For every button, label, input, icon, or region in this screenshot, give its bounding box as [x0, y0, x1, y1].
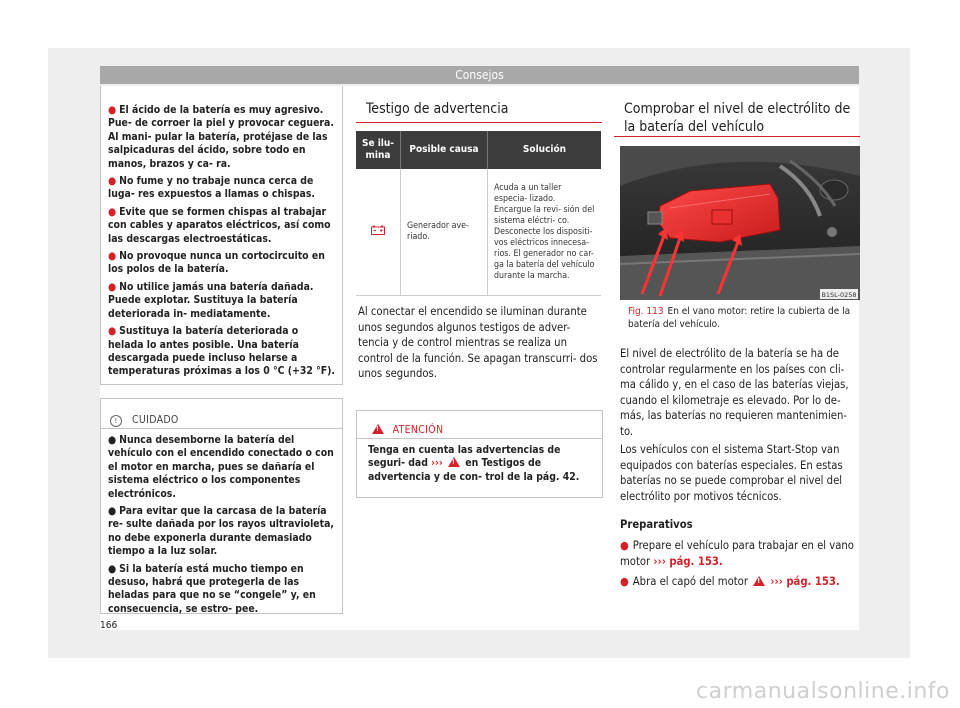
- figure-caption: Fig. 113 En el vano motor: retire la cubierta de la batería del vehículo.: [628, 306, 851, 330]
- list-item: ● No utilice jamás una batería dañada. Puede explotar. Sustituya la batería deteriorada in- mediatamente.: [108, 280, 314, 320]
- list-item: ● Sustituya la batería deteriorada o helada lo antes posible. Una batería descargada puede incluso helarse a temperaturas próximas a los 0 °C (+32 °F).: [108, 325, 335, 378]
- table-row: [356, 169, 601, 296]
- table-cell: [356, 169, 401, 296]
- list-item: ● No provoque nunca un cortocircuito en los polos de la batería.: [108, 250, 325, 276]
- figure-code: B1SL-0258: [821, 291, 857, 299]
- battery-icon: [371, 225, 385, 235]
- bullet-icon: ●: [108, 104, 117, 116]
- step-item: ● Abra el capó del motor ! ››› pág. 153.: [620, 574, 860, 590]
- list-item: ● No fume y no trabaje nunca cerca de luga- res expuestos a llamas o chispas.: [108, 175, 315, 201]
- title-underline: [614, 136, 860, 137]
- info-icon: !: [110, 415, 122, 427]
- engine-bay-illustration: [620, 146, 860, 300]
- section-title: Comprobar el nivel de electrólito de la batería del vehículo: [624, 101, 851, 135]
- warning-light-table: [356, 131, 601, 296]
- warning-triangle-icon: [753, 576, 765, 586]
- bullet-icon: ●: [108, 205, 117, 218]
- page-reference-link[interactable]: ››› pág. 153.: [770, 575, 840, 588]
- list-item: ● Evite que se formen chispas al trabajar con cables y aparatos eléctricos, así como las descargas electroestáticas.: [108, 205, 331, 245]
- paragraph: Al conectar el encendido se iluminan durante unos segundos algunos testigos de adver- tencia y de control mientras se realiza un control de la función. Se apagan transcurri- dos unos segundos.: [358, 305, 598, 380]
- caution-list: [108, 434, 336, 620]
- warning-triangle-icon: [372, 424, 384, 434]
- bullet-icon: ●: [108, 505, 117, 518]
- title-underline: [356, 122, 602, 123]
- warning-triangle-icon: [448, 457, 460, 467]
- paragraph: Los vehículos con el sistema Start-Stop van equipados con baterías especiales. En estas baterías no se puede comprobar el nivel del electrólito por motivos técnicos.: [620, 443, 843, 503]
- table-cell: Acuda a un taller especia- lizado. Encargue la revi- sión del sistema eléctri- co. Desconecte los dispositi- vos eléctricos innecesa- rios. El generador no car- ga la batería del vehículo durante la marcha.: [488, 169, 602, 296]
- page-number: 166: [100, 620, 118, 631]
- table-header: Posible causa: [401, 131, 488, 169]
- table-cell: Generador ave- riado.: [401, 169, 488, 296]
- bullet-icon: ●: [108, 562, 117, 575]
- list-item: ● Si la batería está mucho tiempo en desuso, habrá que protegerla de las heladas para que no se “congele” y, en consecuencia, se estro- pee.: [108, 562, 316, 615]
- subheading: Preparativos: [620, 518, 693, 531]
- page-reference-link[interactable]: ›››: [431, 457, 443, 470]
- paragraph: El nivel de electrólito de la batería se ha de controlar regularmente en los países con cli- ma cálido y, en el caso de las baterías viejas, cuando el kilometraje es elevado. Por lo de- más, las baterías no requieren mantenimien- to.: [620, 347, 849, 438]
- list-item: ● Nunca desemborne la batería del vehículo con el encendido conectado o con el motor en marcha, pues se dañaría el sistema eléctrico o los componentes electrónicos.: [108, 434, 334, 500]
- atencion-text: Tenga en cuenta las advertencias de seguri- dad ››› ! en Testigos de advertencia y de con- trol de la pág. 42.: [368, 444, 596, 484]
- bullet-icon: ●: [108, 250, 117, 263]
- bullet-icon: ●: [620, 539, 629, 552]
- table-header: Se ilu- mina: [356, 131, 401, 169]
- divider: [100, 428, 343, 429]
- engine-bay-figure: [620, 146, 860, 300]
- list-item: ● Para evitar que la carcasa de la batería re- sulte dañada por los rayos ultravioleta, no debe exponerla durante demasiado tiempo a la luz solar.: [108, 505, 334, 558]
- table-header: Solución: [488, 131, 602, 169]
- page-reference-link[interactable]: ››› pág. 153.: [653, 554, 723, 568]
- atencion-title: ! ATENCIÓN: [370, 424, 443, 436]
- figure-number: Fig. 113: [628, 306, 664, 317]
- bullet-icon: ●: [108, 280, 117, 293]
- list-item: ● El ácido de la batería es muy agresivo. Pue- de corroer la piel y provocar ceguera. Al mani- pular la batería, protéjase de las salpicaduras del ácido, sobre todo en manos, brazos y ca- ra.: [108, 104, 334, 170]
- step-item: ● Prepare el vehículo para trabajar en el vano motor ››› pág. 153.: [620, 539, 854, 568]
- bullet-icon: ●: [620, 575, 629, 588]
- bullet-icon: ●: [108, 434, 117, 446]
- warning-list: [108, 104, 336, 383]
- divider: [356, 438, 603, 439]
- section-title: Testigo de advertencia: [366, 101, 509, 117]
- bullet-icon: ●: [108, 325, 117, 338]
- watermark: carmanualsonline.info: [696, 679, 950, 704]
- section-header: Consejos: [100, 66, 859, 84]
- caution-title: ! CUIDADO: [110, 414, 179, 427]
- bullet-icon: ●: [108, 175, 117, 188]
